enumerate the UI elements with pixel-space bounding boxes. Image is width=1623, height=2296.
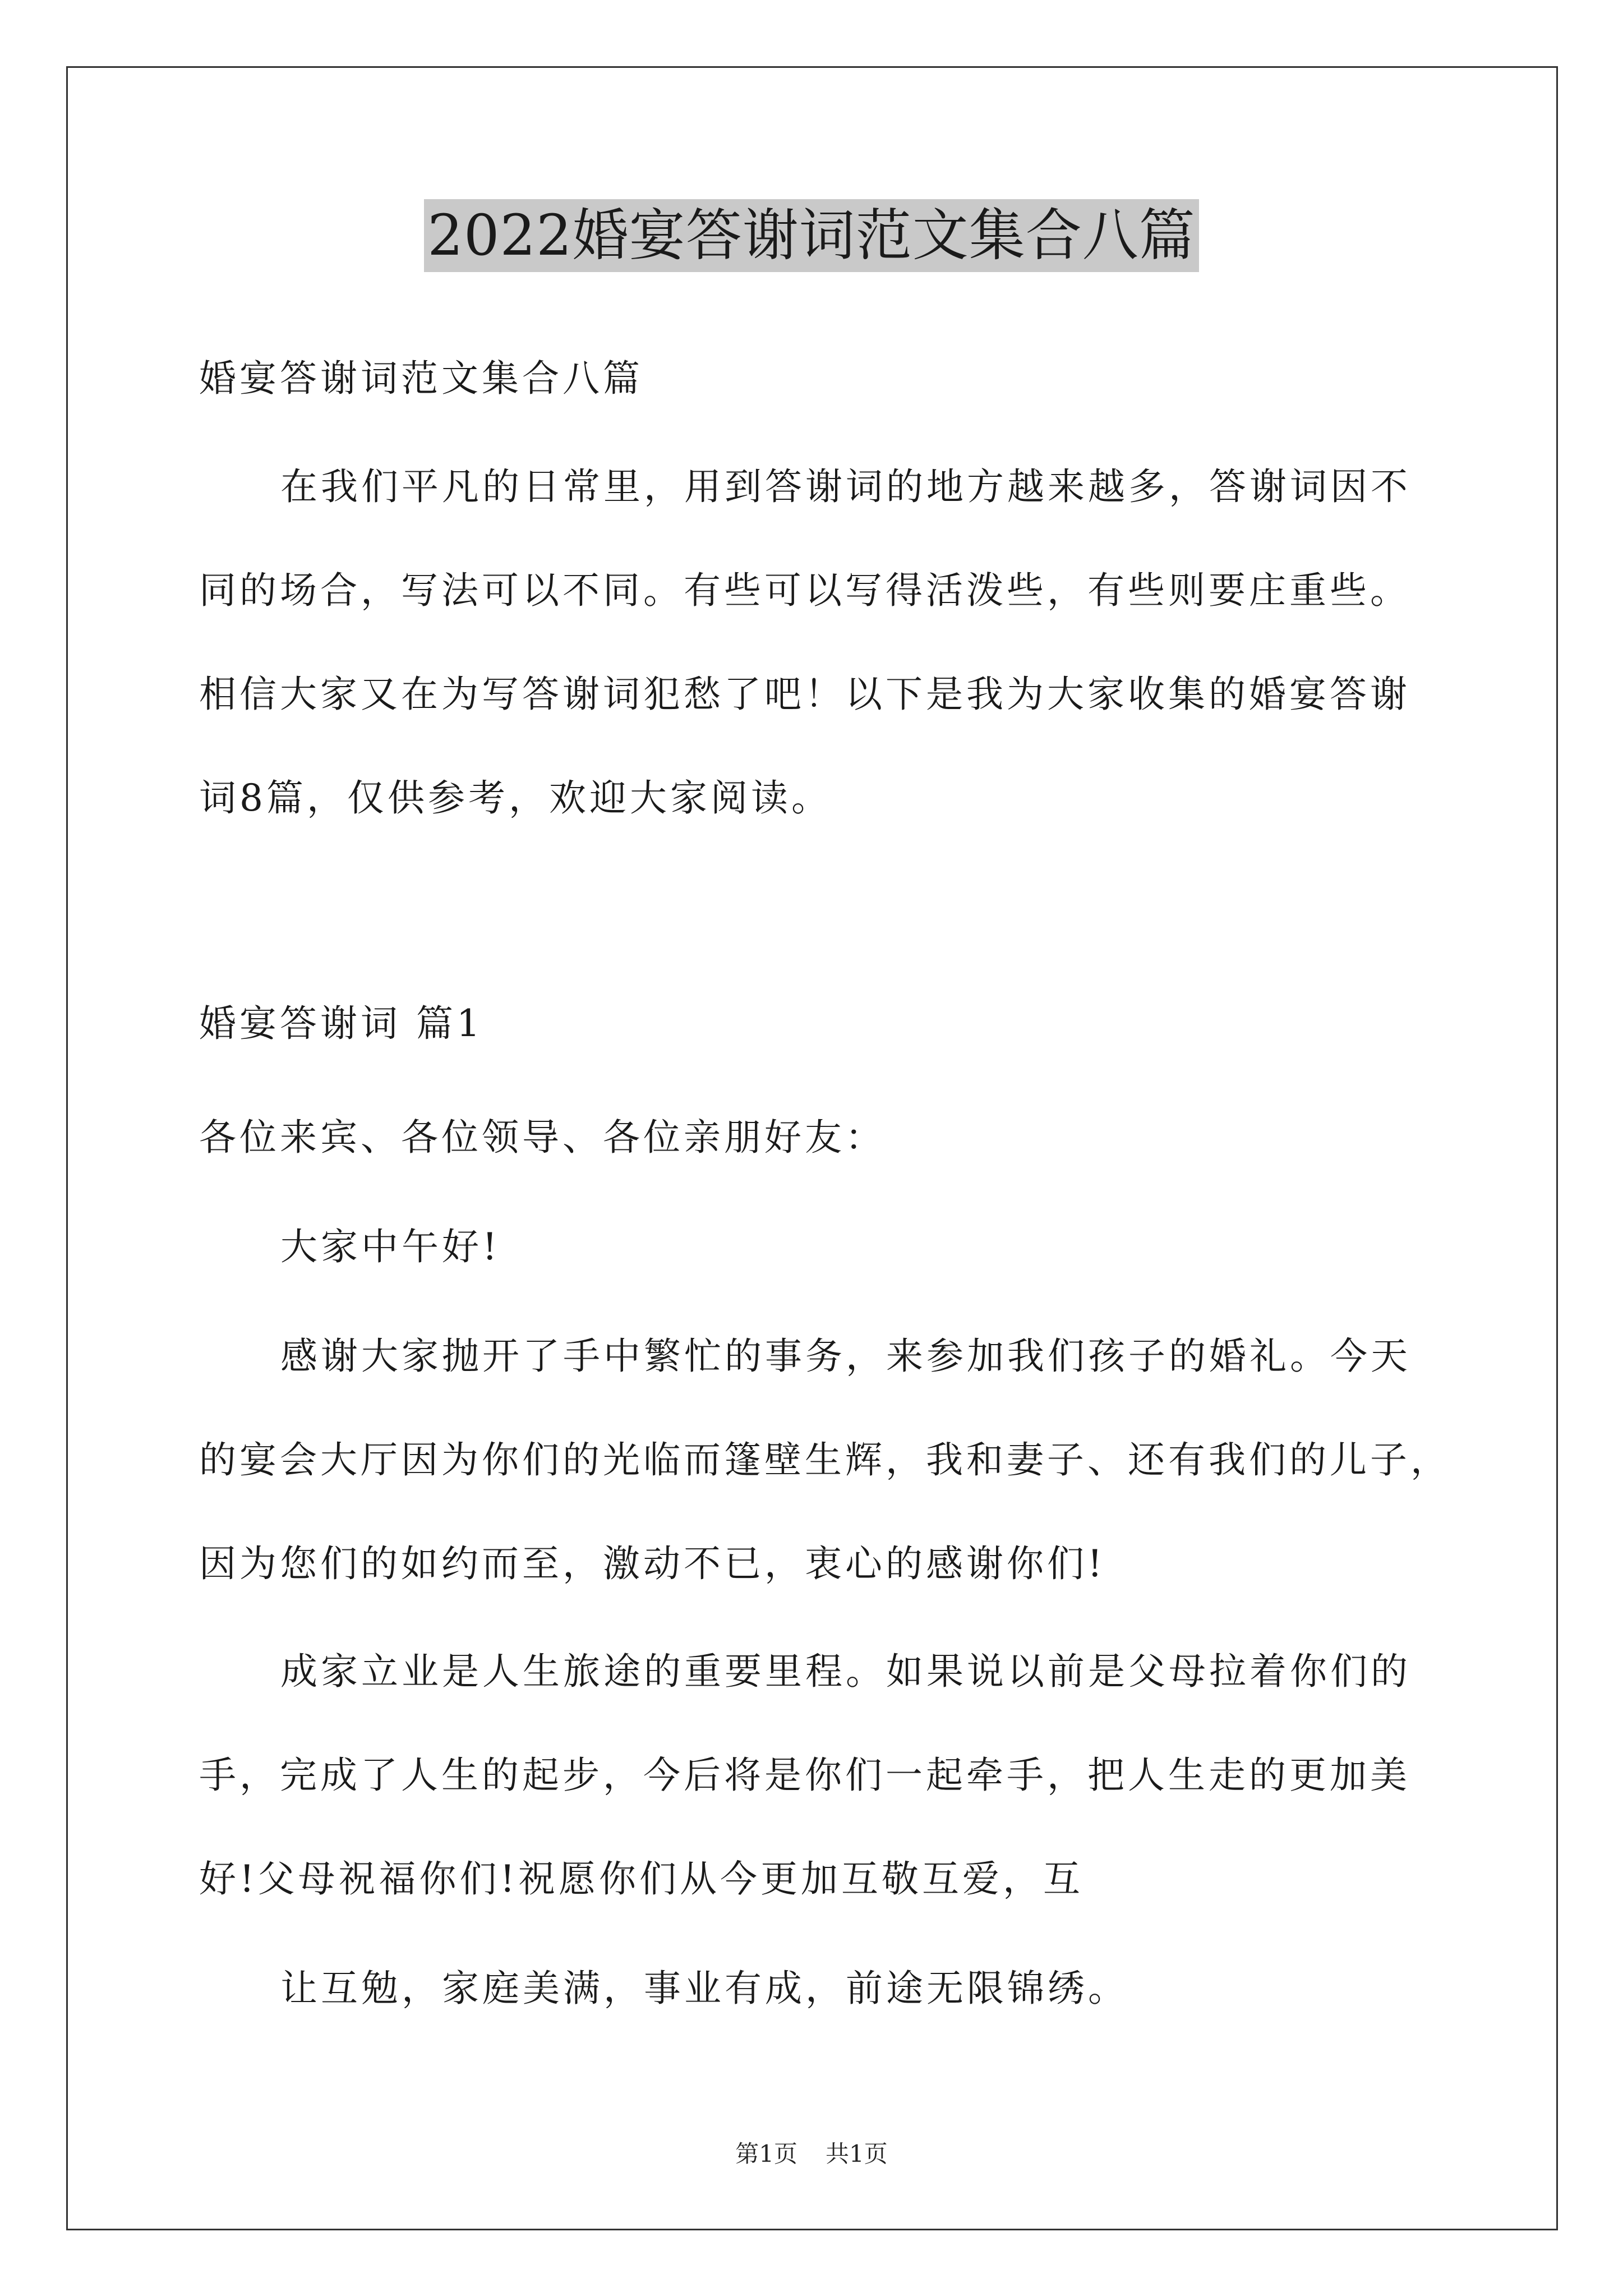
page-number: 第1页 xyxy=(735,2140,797,2168)
document-subtitle: 婚宴答谢词范文集合八篇 xyxy=(199,357,643,400)
para1-line-3: 因为您们的如约而至，激动不已，衷心的感谢你们! xyxy=(199,1542,1106,1585)
section-heading: 婚宴答谢词 篇1 xyxy=(199,1002,483,1045)
para3-line-1: 让互勉，家庭美满，事业有成，前途无限锦绣。 xyxy=(280,1967,1128,2010)
page-footer xyxy=(0,2137,1623,2171)
title-container xyxy=(0,199,1623,272)
intro-line-3: 相信大家又在为写答谢词犯愁了吧！以下是我为大家收集的婚宴答谢 xyxy=(199,673,1410,716)
salutation: 各位来宾、各位领导、各位亲朋好友： xyxy=(199,1116,886,1159)
page-total: 共1页 xyxy=(826,2140,888,2168)
para2-line-3: 好!父母祝福你们!祝愿你们从今更加互敬互爱，互 xyxy=(199,1857,1084,1901)
intro-line-2: 同的场合，写法可以不同。有些可以写得活泼些，有些则要庄重些。 xyxy=(199,569,1410,612)
document-title: 2022婚宴答谢词范文集合八篇 xyxy=(424,199,1199,272)
para1-line-1: 感谢大家抛开了手中繁忙的事务，来参加我们孩子的婚礼。今天 xyxy=(280,1335,1411,1378)
greeting: 大家中午好! xyxy=(280,1225,501,1268)
intro-line-4: 词8篇，仅供参考，欢迎大家阅读。 xyxy=(199,776,832,820)
para2-line-1: 成家立业是人生旅途的重要里程。如果说以前是父母拉着你们的 xyxy=(280,1650,1411,1693)
para1-line-2: 的宴会大厅因为你们的光临而篷壁生辉，我和妻子、还有我们的儿子， xyxy=(199,1438,1451,1481)
para2-line-2: 手，完成了人生的起步，今后将是你们一起牵手，把人生走的更加美 xyxy=(199,1754,1410,1797)
intro-line-1: 在我们平凡的日常里，用到答谢词的地方越来越多，答谢词因不 xyxy=(280,465,1411,508)
